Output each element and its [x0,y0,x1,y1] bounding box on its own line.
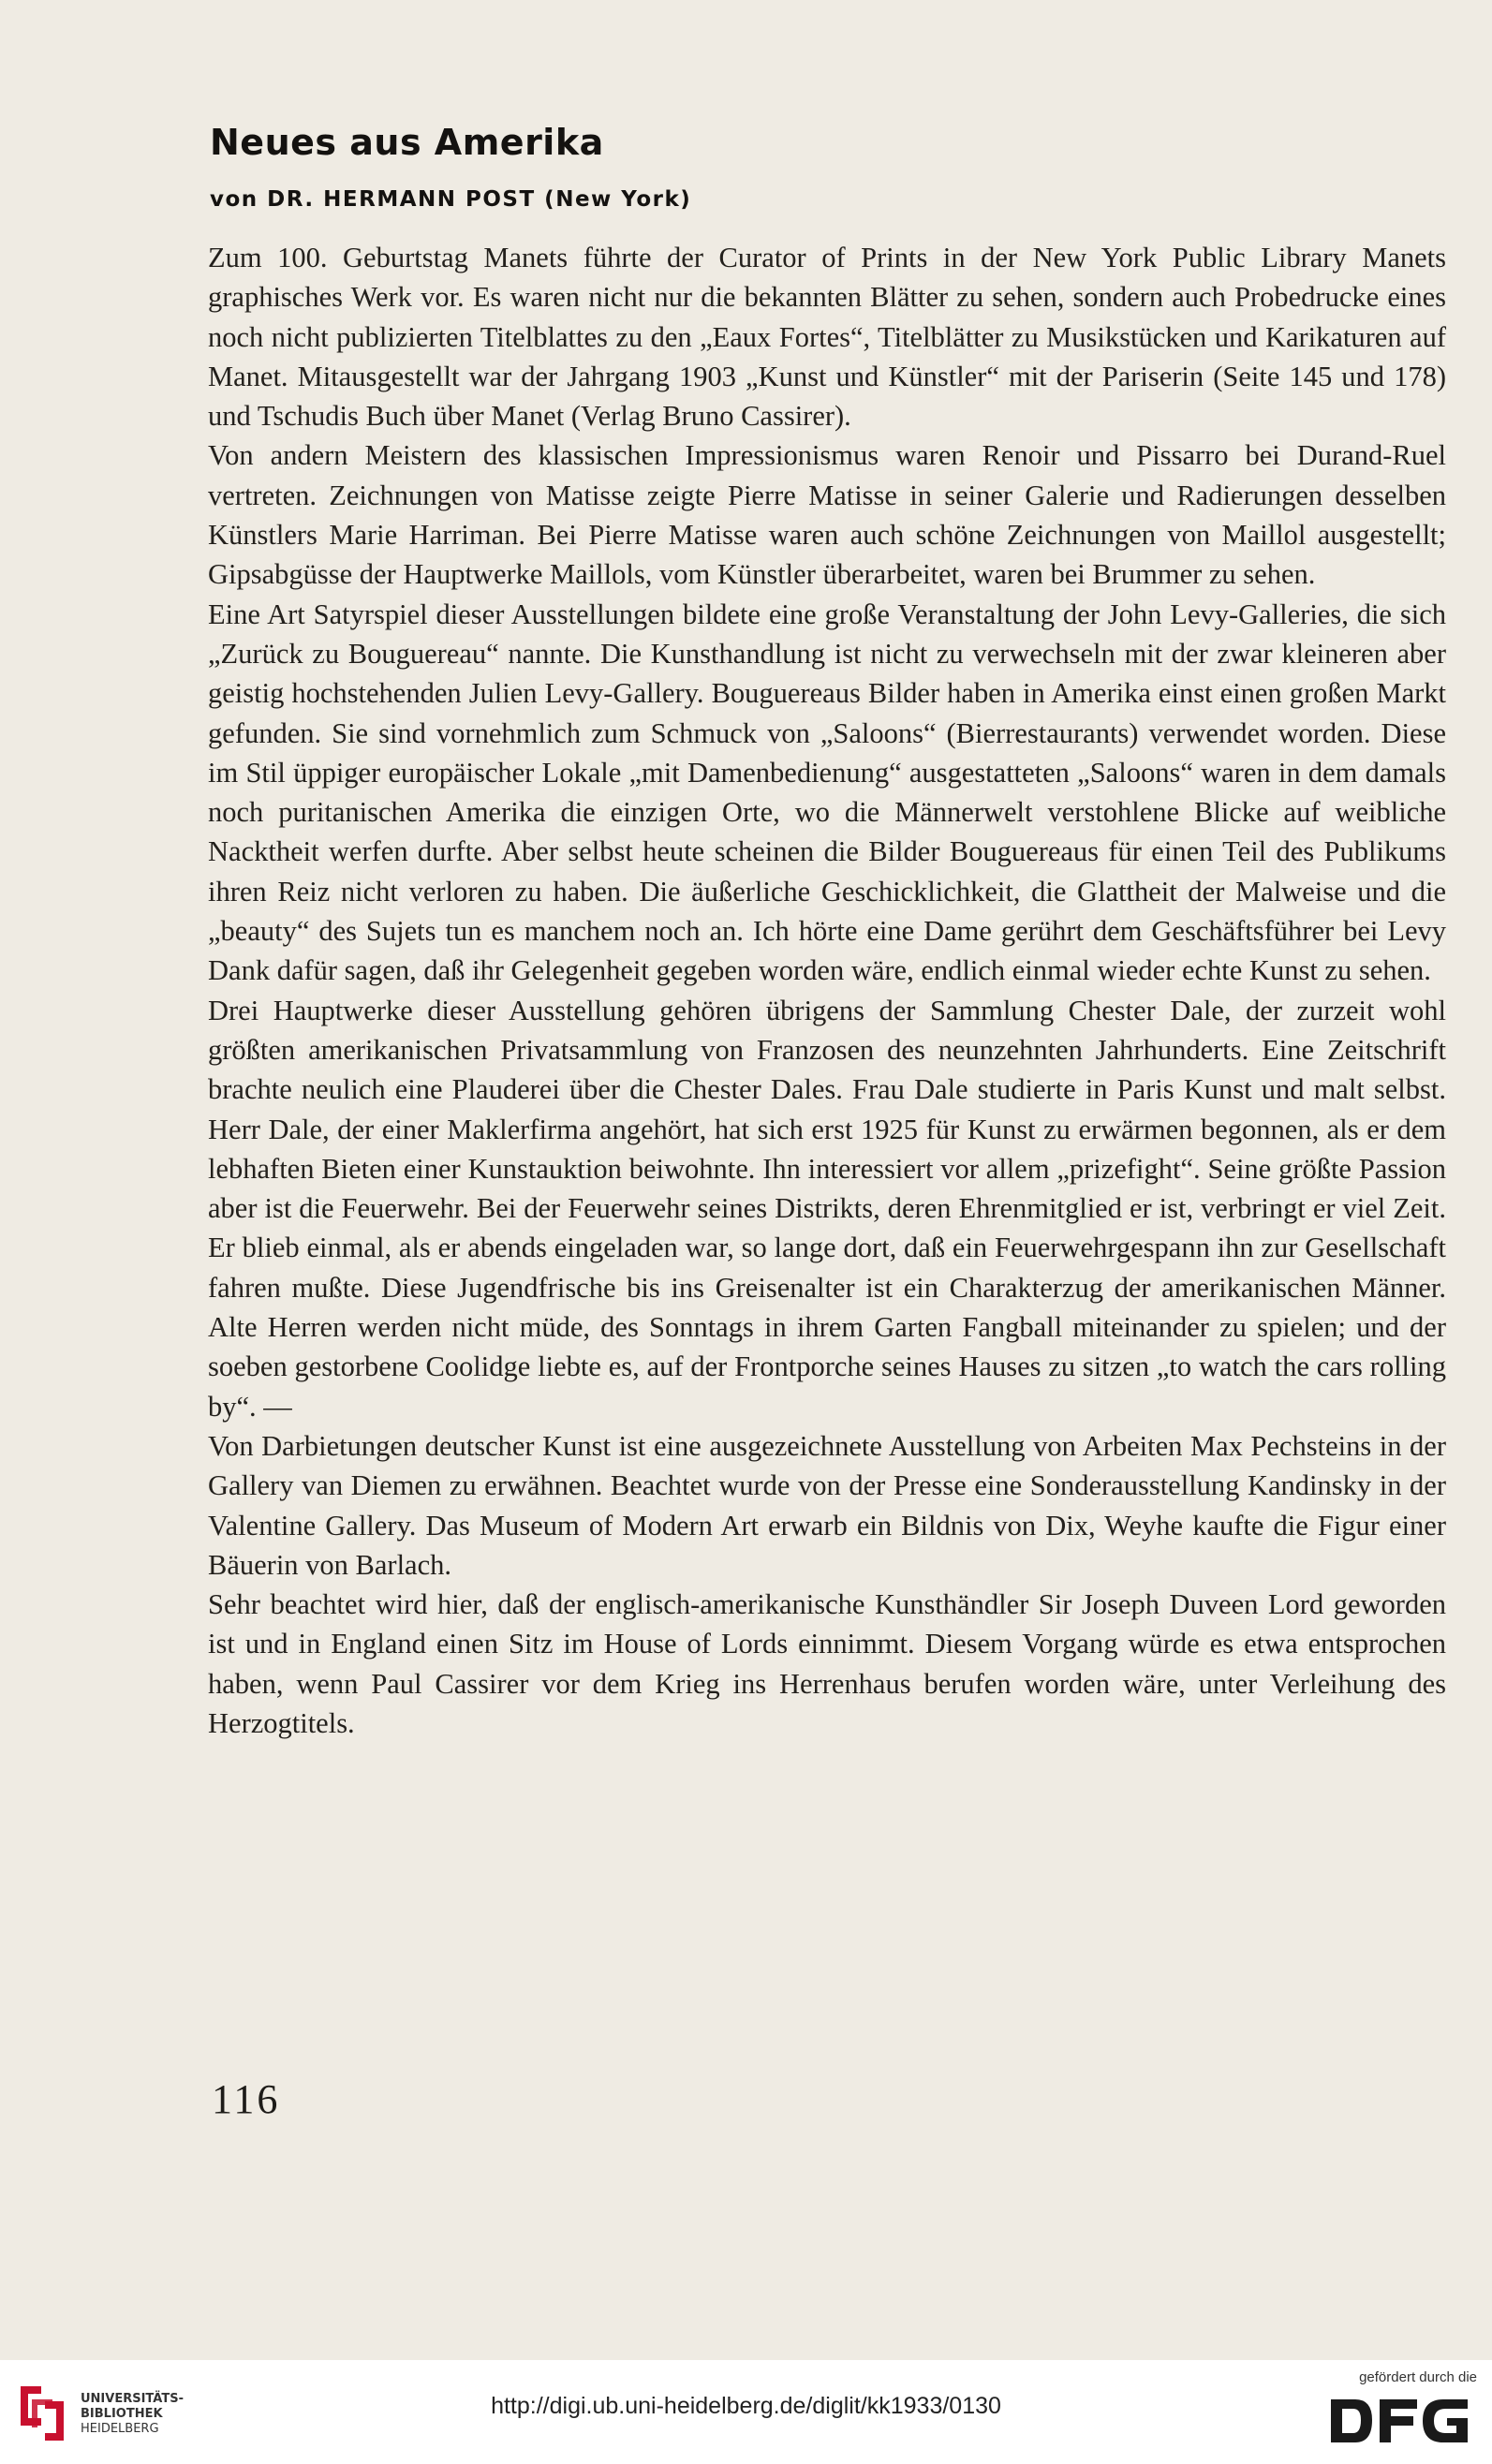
paragraph: Drei Hauptwerke dieser Ausstellung gehören übrigens der Sammlung Chester Dale, der zurzeit wohl größten amerikanischen Privatsammlung von Franzosen des neunzehnten Jahrhunderts. Eine Zeitschrift brachte neulich eine Plauderei über die Chester Dales. Frau Dale studierte in Paris Kunst und malt selbst. Herr Dale, der einer Maklerfirma angehört, hat sich erst 1925 für Kunst zu erwärmen begonnen, als er dem lebhaften Bieten einer Kunstauktion beiwohnte. Ihn interessiert vor allem „prizefight“. Seine größte Passion aber ist die Feuerwehr. Bei der Feuerwehr seines Distrikts, deren Ehrenmitglied er ist, verbringt er viel Zeit. Er blieb einmal, als er abends eingeladen war, so lange dort, daß ein Feuerwehrgespann ihn zur Gesellschaft fahren mußte. Diese Jugendfrische bis ins Greisenalter ist ein Charakterzug der amerikanischen Männer. Alte Herren werden nicht müde, des Sonntags in ihrem Garten Fangball miteinander zu spielen; und der soeben gestorbene Coolidge liebte es, auf der Frontporche seines Hauses zu sitzen „to watch the cars rolling by“. — [208,994,1446,1423]
library-name-line: BIBLIOTHEK [81,2407,163,2421]
dfg-funding[interactable] [1318,2369,1477,2459]
paragraph: Sehr beachtet wird hier, daß der englisch-amerikanische Kunsthändler Sir Joseph Duveen Lord geworden ist und in England einen Sitz im House of Lords einnimmt. Diesem Vorgang würde es etwa entsprochen haben, wenn Paul Cassirer vor dem Krieg ins Herrenhaus berufen worden wäre, unter Verleihung des Herzogtitels. [208,1588,1446,1739]
library-name-line: UNIVERSITÄTS- [81,2392,184,2406]
article-body [208,238,1446,1743]
article-title: Neues aus Amerika [210,122,604,163]
paragraph: Von Darbietungen deutscher Kunst ist eine ausgezeichnete Ausstellung von Arbeiten Max Pechsteins in der Gallery van Diemen zu erwähnen. Beachtet wurde von der Presse eine Sonderausstellung Kandinsky in der Valentine Gallery. Das Museum of Modern Art erwarb ein Bildnis von Dix, Weyhe kaufte die Figur einer Bäuerin von Barlach. [208,1429,1446,1581]
library-name-line: HEIDELBERG [81,2422,159,2436]
digitization-footer [0,2360,1492,2464]
paragraph: Zum 100. Geburtstag Manets führte der Curator of Prints in der New York Public Library Manets graphisches Werk vor. Es waren nicht nur die bekannten Blätter zu sehen, sondern auch Probedrucke eines noch nicht publizierten Titelblattes zu den „Eaux Fortes“, Titelblätter zu Musikstücken und Karikaturen auf Manet. Mitausgestellt war der Jahrgang 1903 „Kunst und Künstler“ mit der Pariserin (Seite 145 und 178) und Tschudis Buch über Manet (Verlag Bruno Cassirer). [208,242,1446,433]
permalink-url[interactable]: http://digi.ub.uni-heidelberg.de/diglit/kk1933/0130 [491,2393,1001,2419]
paragraph: Von andern Meistern des klassischen Impressionismus waren Renoir und Pissarro bei Durand-Ruel vertreten. Zeichnungen von Matisse zeigte Pierre Matisse in seiner Galerie und Radierungen desselben Künstlers Marie Harriman. Bei Pierre Matisse waren auch schöne Zeichnungen von Maillol ausgestellt; Gipsabgüsse der Hauptwerke Maillols, vom Künstler überarbeitet, waren bei Brummer zu sehen. [208,439,1446,591]
dfg-logo-icon [1327,2388,1477,2454]
page-number: 116 [212,2076,281,2122]
article-byline: von DR. HERMANN POST (New York) [210,187,692,212]
funding-caption: gefördert durch die [1359,2369,1477,2385]
paragraph: Eine Art Satyrspiel dieser Ausstellungen bildete eine große Veranstaltung der John Levy-Galleries, die sich „Zurück zu Bouguereau“ nannte. Die Kunsthandlung ist nicht zu verwechseln mit der zwar kleineren aber geistig hochstehenden Julien Levy-Gallery. Bouguereaus Bilder haben in Amerika einst einen großen Markt gefunden. Sie sind vornehmlich zum Schmuck von „Saloons“ (Bierrestaurants) verwendet worden. Diese im Stil üppiger europäischer Lokale „mit Damenbedienung“ ausgestatteten „Saloons“ waren in dem damals noch puritanischen Amerika die einzigen Orte, wo die Männerwelt verstohlene Blicke auf weibliche Nacktheit werfen durfte. Aber selbst heute scheinen die Bilder Bouguereaus für einen Teil des Publikums ihren Reiz nicht verloren zu haben. Die äußerliche Geschicklichkeit, die Glattheit der Malweise und die „beauty“ des Sujets tun es manchem noch an. Ich hörte eine Dame gerührt dem Geschäftsführer bei Levy Dank dafür sagen, daß ihr Gelegenheit gegeben worden wäre, endlich einmal wieder echte Kunst zu sehen. [208,598,1446,987]
